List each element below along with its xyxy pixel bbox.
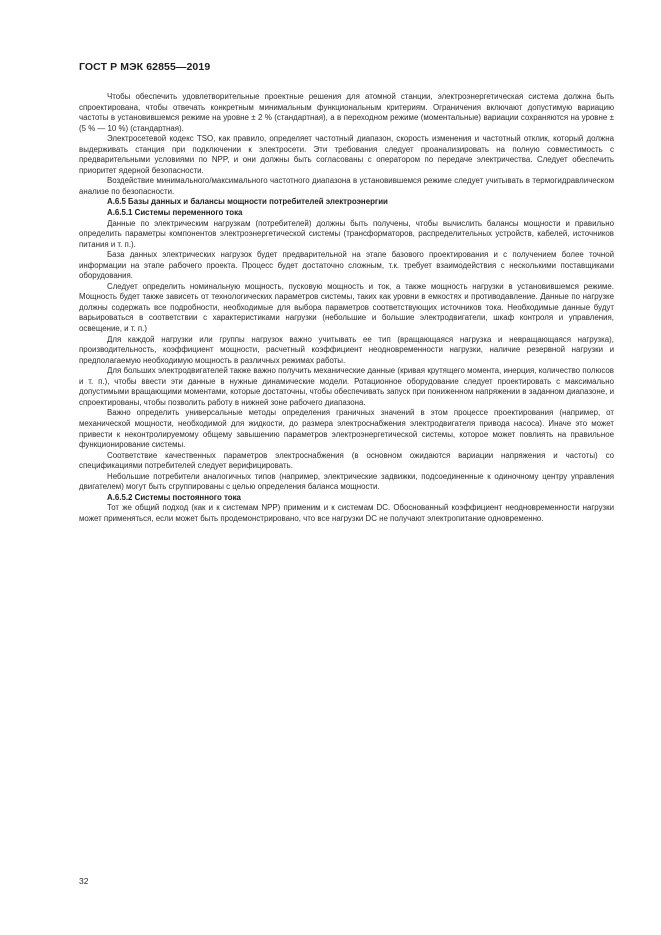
paragraph: Электросетевой кодекс TSO, как правило, определяет частотный диапазон, скорость изменения и частотный отклик, который должна выдерживать станция при подключении к электросети. Эти требования следует проанализировать на полную совместимость с предварительными условиями по NPP, и они должны быть согласованы с оператором по передаче электричества. Следует обеспечить приоритет ядерной безопасности. xyxy=(79,134,614,175)
page-number: 32 xyxy=(79,876,89,886)
page-body xyxy=(79,92,614,524)
paragraph: Воздействие минимального/максимального частотного диапазона в установившемся режиме следует учитывать в термогидравлическом анализе по безопасности. xyxy=(79,176,614,196)
paragraph: Для каждой нагрузки или группы нагрузок важно учитывать ее тип (вращающаяся нагрузка и невращающаяся нагрузка), производительность, коэффициент мощности, расчетный коэффициент неодновременности нагрузки, наличие резервной нагрузки и предполагаемую необходимую мощность в различных режимах работы. xyxy=(79,334,614,365)
section-heading-a652: А.6.5.2 Системы постоянного тока xyxy=(107,492,241,502)
paragraph: Данные по электрическим нагрузкам (потребителей) должны быть получены, чтобы вычислить балансы мощности и правильно определить параметры компонентов электроэнергетической системы (трансформаторов, распределительных устройств, кабелей, источников питания и т. п.). xyxy=(79,218,614,249)
paragraph: Тот же общий подход (как и к системам NPP) применим и к системам DC. Обоснованный коэффициент неодновременности нагрузки может применяться, если может быть продемонстрировано, что все нагрузки DC не получают электропитание одновременно. xyxy=(79,503,614,523)
paragraph: База данных электрических нагрузок будет предварительной на этапе базового проектирования и с получением более точной информации на этапе рабочего проекта. Процесс будет достаточно сложным, т.к. требует взаимодействия с несколькими поставщиками оборудования. xyxy=(79,250,614,281)
paragraph: Соответствие качественных параметров электроснабжения (в основном ожидаются вариации напряжения и частоты) со спецификациями потребителей следует верифицировать. xyxy=(79,450,614,471)
section-heading-a651: А.6.5.1 Системы переменного тока xyxy=(107,208,243,218)
paragraph: Для больших электродвигателей также важно получить механические данные (кривая крутящего момента, инерция, количество полюсов и т. п.), чтобы ввести эти данные в нужные динамические модели. Ротационное оборудование следует проектировать с максимально допустимыми вращающими моментами, которые достаточны, чтобы обеспечивать запуск при пониженном напряжении в заданном диапазоне, и спроектированы, чтобы позволить работу в нижней зоне рабочего диапазона. xyxy=(79,366,614,407)
document-header: ГОСТ Р МЭК 62855—2019 xyxy=(79,61,211,73)
paragraph: Чтобы обеспечить удовлетворительные проектные решения для атомной станции, электроэнергетическая система должна быть спроектирована, чтобы отвечать конкретным минимальным функциональным критериям. Ограничения включают допустимую вариацию частоты в установившемся режиме на уровне ± 2 % (стандартная), а в переходном режиме (моментальные) вариации сохраняются на уровне ± (5 % — 10 %) (стандартная). xyxy=(79,92,614,133)
paragraph: Важно определить универсальные методы определения граничных значений в этом процессе проектирования (например, от механической мощности, необходимой для жидкости, до размера электроснабжения электродвигателя привода насоса). Иначе это может привести к неконтролируемому общему завышению параметров электроэнергетической системы, которое может повлиять на правильное функционирование системы. xyxy=(79,408,614,450)
paragraph: Небольшие потребители аналогичных типов (например, электрические задвижки, подсоединенные к одиночному центру управления двигателем) могут быть сгруппированы с целью определения баланса мощности. xyxy=(79,471,614,492)
section-heading-a65: А.6.5 Базы данных и балансы мощности потребителей электроэнергии xyxy=(107,197,388,207)
paragraph: Следует определить номинальную мощность, пусковую мощность и ток, а также мощность нагрузки в установившемся режиме. Мощность будет также зависеть от технологических параметров системы, таких как уровни в емкостях и противодавление. Данные по нагрузке должны содержать все подробности, необходимые для выбора параметров соответствующих источников тока. Необходимые данные будут варьироваться в соответствии с характеристиками нагрузки (небольшие и большие электродвигатели, шкаф контроля и управления, освещение, и т. п.) xyxy=(79,281,614,334)
